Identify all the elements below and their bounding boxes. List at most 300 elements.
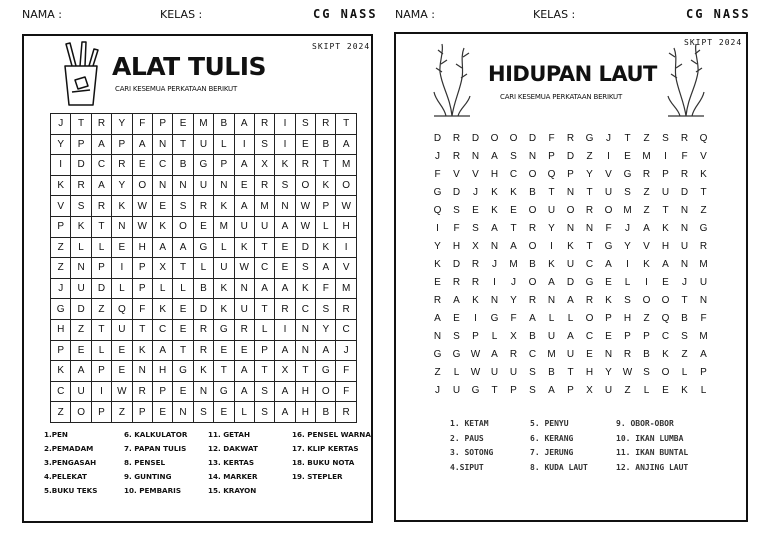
grid-cell: S [624, 187, 631, 198]
grid-cell: K [700, 169, 707, 180]
grid-cell: E [173, 319, 193, 340]
grid-cell: R [193, 340, 213, 361]
grid-cell: K [548, 259, 555, 270]
grid-cell: A [643, 223, 650, 234]
grid-cell: Z [51, 237, 71, 258]
grid-cell: E [71, 340, 91, 361]
grid-cell: J [435, 151, 440, 162]
grid-cell: R [112, 155, 132, 176]
word-list-item: 5.BUKU TEKS [44, 486, 98, 495]
grid-cell: P [91, 258, 111, 279]
word-list-item: 9. GUNTING [124, 472, 172, 481]
grid-cell: A [336, 134, 356, 155]
grid-cell: Q [547, 169, 556, 180]
grid-cell: C [528, 349, 537, 360]
word-list-item: 11. GETAH [208, 430, 250, 439]
grid-row [51, 299, 357, 320]
grid-cell: E [662, 385, 669, 396]
grid-cell: K [275, 155, 295, 176]
grid-cell: Z [51, 402, 71, 423]
grid-cell: A [700, 349, 707, 360]
grid-cell: O [642, 295, 651, 306]
grid-cell: J [51, 278, 71, 299]
grid-cell: F [336, 381, 356, 402]
grid-cell: K [214, 278, 234, 299]
word-list-item: 13. KERTAS [208, 458, 255, 467]
grid-cell: W [132, 196, 152, 217]
grid-cell: X [510, 331, 517, 342]
grid-cell: O [661, 367, 670, 378]
grid-cell: P [132, 258, 152, 279]
grid-row [51, 258, 357, 279]
grid-cell: U [490, 367, 499, 378]
word-list-item: 2. PAUS [450, 433, 484, 443]
grid-cell: F [434, 169, 441, 180]
grid-row [51, 319, 357, 340]
grid-cell: T [491, 385, 498, 396]
grid-cell: J [682, 277, 687, 288]
seaweed-icon [664, 42, 708, 118]
grid-cell: C [585, 259, 594, 270]
word-list-item: 17. KLIP KERTAS [292, 444, 359, 453]
grid-cell: I [336, 237, 356, 258]
grid-cell: Y [51, 134, 71, 155]
word-list-item: 6. KALKULATOR [124, 430, 188, 439]
grid-cell: S [173, 196, 193, 217]
grid-cell: L [91, 237, 111, 258]
word-list [44, 428, 372, 498]
grid-cell: P [112, 134, 132, 155]
grid-cell: P [51, 216, 71, 237]
grid-cell: K [51, 361, 71, 382]
grid-cell: R [452, 133, 461, 144]
year-label: SKIPT 2024 [684, 38, 743, 47]
grid-cell: K [434, 259, 441, 270]
grid-cell: B [529, 259, 536, 270]
grid-cell: R [566, 133, 575, 144]
grid-cell: A [567, 331, 574, 342]
grid-cell: T [662, 205, 669, 216]
grid-cell: L [254, 319, 274, 340]
grid-cell: I [664, 151, 667, 162]
word-list-item: 18. BUKU NOTA [292, 458, 355, 467]
name-label: NAMA : [22, 8, 62, 21]
grid-cell: W [295, 216, 315, 237]
grid-cell: T [681, 295, 688, 306]
grid-cell: R [295, 155, 315, 176]
grid-cell: N [433, 331, 442, 342]
grid-cell: Y [510, 295, 517, 306]
grid-cell: K [152, 216, 172, 237]
grid-cell: Y [624, 241, 631, 252]
grid-cell: F [548, 133, 555, 144]
grid-cell: K [643, 259, 650, 270]
grid-cell: N [680, 205, 689, 216]
grid-cell: K [193, 361, 213, 382]
grid-cell: N [295, 319, 315, 340]
word-list-item: 12. DAKWAT [208, 444, 258, 453]
grid-cell: U [214, 258, 234, 279]
grid-cell: Z [586, 151, 593, 162]
grid-cell: M [214, 216, 234, 237]
grid-cell: F [510, 313, 517, 324]
grid-cell: V [472, 169, 479, 180]
grid-cell: A [275, 340, 295, 361]
grid-cell: K [491, 187, 498, 198]
grid-cell: A [316, 340, 336, 361]
grid-cell: A [605, 259, 612, 270]
grid-cell: K [681, 385, 688, 396]
grid-cell: S [624, 295, 631, 306]
grid-cell: J [51, 114, 71, 135]
grid-cell: E [234, 175, 254, 196]
grid-cell: U [71, 381, 91, 402]
grid-cell: N [132, 361, 152, 382]
grid-cell: X [152, 258, 172, 279]
grid-cell: T [624, 133, 631, 144]
grid-cell: M [509, 259, 518, 270]
grid-cell: U [254, 216, 274, 237]
grid-cell: C [585, 331, 594, 342]
grid-cell: A [91, 175, 111, 196]
grid-cell: E [453, 313, 460, 324]
grid-cell: N [471, 151, 480, 162]
grid-cell: H [152, 361, 172, 382]
grid-cell: L [453, 367, 460, 378]
grid-cell: H [452, 241, 461, 252]
grid-cell: C [91, 155, 111, 176]
grid-cell: W [336, 196, 356, 217]
grid-cell: K [662, 349, 669, 360]
grid-cell: Q [433, 205, 442, 216]
grid-cell: P [51, 340, 71, 361]
grid-cell: X [586, 385, 593, 396]
grid-cell: P [214, 155, 234, 176]
word-list-item: 3. SOTONG [450, 448, 494, 457]
grid-cell: Y [605, 367, 612, 378]
grid-cell: E [173, 299, 193, 320]
grid-cell: E [295, 134, 315, 155]
grid-cell: K [510, 187, 517, 198]
grid-cell: O [509, 133, 518, 144]
grid-cell: T [71, 114, 91, 135]
grid-cell: P [605, 313, 612, 324]
grid-cell: S [681, 331, 688, 342]
grid-cell: E [234, 340, 254, 361]
grid-cell: E [214, 340, 234, 361]
grid-cell: E [193, 216, 213, 237]
grid-cell: R [528, 223, 537, 234]
seaweed-icon [430, 42, 474, 118]
grid-cell: P [662, 169, 669, 180]
grid-cell: G [471, 385, 480, 396]
grid-cell: V [605, 169, 612, 180]
grid-cell: Z [624, 385, 631, 396]
grid-cell: P [91, 402, 111, 423]
grid-cell: Q [661, 313, 670, 324]
grid-cell: N [528, 151, 537, 162]
grid-cell: T [548, 187, 555, 198]
grid-cell: O [566, 205, 575, 216]
grid-cell: L [234, 402, 254, 423]
grid-cell: W [470, 367, 481, 378]
grid-cell: Z [700, 205, 707, 216]
grid-cell: M [699, 331, 708, 342]
grid-cell: L [91, 340, 111, 361]
grid-cell: H [661, 241, 670, 252]
grid-cell: S [71, 196, 91, 217]
grid-cell: D [433, 133, 442, 144]
grid-cell: B [643, 349, 650, 360]
grid-cell: T [173, 258, 193, 279]
grid-cell: D [71, 155, 91, 176]
grid-cell: F [132, 114, 152, 135]
grid-cell: M [336, 155, 356, 176]
grid-cell: N [152, 134, 172, 155]
grid-cell: H [623, 313, 632, 324]
grid-cell: A [91, 134, 111, 155]
grid-cell: R [193, 196, 213, 217]
grid-cell: I [275, 319, 295, 340]
grid-cell: C [51, 381, 71, 402]
grid-cell: N [152, 175, 172, 196]
grid-cell: F [453, 223, 460, 234]
grid-cell: N [214, 175, 234, 196]
grid-cell: J [606, 133, 611, 144]
grid-cell: R [71, 175, 91, 196]
grid-cell: G [604, 241, 613, 252]
grid-cell: R [680, 133, 689, 144]
grid-cell: E [624, 151, 631, 162]
grid-cell: T [316, 155, 336, 176]
grid-cell: B [214, 114, 234, 135]
grid-cell: A [548, 277, 555, 288]
grid-cell: R [91, 114, 111, 135]
grid-cell: S [643, 367, 650, 378]
grid-cell: A [491, 223, 498, 234]
grid-cell: Z [91, 299, 111, 320]
grid-cell: P [132, 278, 152, 299]
grid-cell: J [625, 223, 630, 234]
grid-cell: U [566, 259, 575, 270]
grid-cell: C [336, 319, 356, 340]
class-label: KELAS : [533, 8, 576, 21]
grid-cell: L [491, 331, 498, 342]
word-search-grid [428, 130, 713, 400]
grid-cell: N [173, 402, 193, 423]
grid-cell: T [586, 241, 593, 252]
grid-cell: B [529, 331, 536, 342]
word-list-item: 15. KRAYON [208, 486, 257, 495]
grid-cell: Y [586, 169, 593, 180]
grid-cell: J [492, 259, 497, 270]
grid-cell: A [491, 151, 498, 162]
grid-cell: R [336, 299, 356, 320]
grid-cell: L [152, 278, 172, 299]
grid-cell: C [254, 258, 274, 279]
grid-cell: K [316, 175, 336, 196]
grid-cell: S [295, 114, 315, 135]
grid-cell: Z [643, 133, 650, 144]
grid-cell: W [622, 367, 633, 378]
grid-cell: N [604, 349, 613, 360]
grid-cell: K [662, 223, 669, 234]
grid-cell: R [471, 259, 480, 270]
grid-cell: P [316, 196, 336, 217]
grid-cell: A [152, 340, 172, 361]
grid-cell: N [699, 295, 708, 306]
grid-cell: S [316, 299, 336, 320]
grid-cell: E [173, 381, 193, 402]
grid-cell: F [316, 278, 336, 299]
grid-cell: L [71, 237, 91, 258]
grid-cell: S [193, 402, 213, 423]
grid-cell: U [604, 385, 613, 396]
grid-cell: L [316, 216, 336, 237]
grid-cell: A [275, 402, 295, 423]
word-list-item: 8. KUDA LAUT [530, 462, 588, 472]
grid-cell: E [152, 402, 172, 423]
grid-cell: A [434, 313, 441, 324]
grid-cell: S [510, 151, 517, 162]
year-label: SKIPT 2024 [312, 42, 371, 51]
grid-cell: G [585, 277, 594, 288]
grid-cell: Y [112, 114, 132, 135]
grid-cell: A [491, 349, 498, 360]
grid-cell: S [453, 331, 460, 342]
grid-cell: J [336, 340, 356, 361]
grid-cell: T [567, 367, 574, 378]
grid-cell: L [214, 134, 234, 155]
grid-cell: R [254, 175, 274, 196]
grid-cell: L [567, 313, 574, 324]
grid-cell: H [585, 367, 594, 378]
grid-row [51, 155, 357, 176]
grid-cell: M [623, 205, 632, 216]
grid-cell: S [254, 134, 274, 155]
grid-cell: G [193, 237, 213, 258]
grid-cell: I [51, 155, 71, 176]
grid-cell: Y [434, 241, 441, 252]
grid-cell: A [275, 381, 295, 402]
word-list-item: 3.PENGASAH [44, 458, 97, 467]
word-list-item: 1. KETAM [450, 419, 489, 428]
grid-cell: H [132, 237, 152, 258]
grid-cell: B [548, 367, 555, 378]
grid-cell: L [112, 278, 132, 299]
grid-cell: Z [112, 402, 132, 423]
grid-row [51, 114, 357, 135]
grid-cell: S [662, 133, 669, 144]
grid-cell: P [624, 331, 631, 342]
grid-cell: U [193, 134, 213, 155]
grid-cell: N [547, 295, 556, 306]
grid-cell: Z [643, 313, 650, 324]
word-list-item: 4.PELEKAT [44, 472, 87, 481]
grid-cell: A [529, 313, 536, 324]
grid-cell: L [681, 367, 688, 378]
grid-cell: L [700, 385, 707, 396]
grid-cell: K [491, 205, 498, 216]
grid-cell: O [336, 175, 356, 196]
grid-cell: F [336, 361, 356, 382]
grid-cell: T [214, 361, 234, 382]
grid-cell: A [548, 385, 555, 396]
grid-cell: P [548, 151, 555, 162]
grid-cell: G [452, 349, 461, 360]
grid-cell: R [254, 114, 274, 135]
grid-cell: W [132, 216, 152, 237]
grid-cell: T [254, 299, 274, 320]
instruction-text: CARI KESEMUA PERKATAAN BERIKUT [500, 93, 623, 101]
grid-cell: T [586, 187, 593, 198]
grid-cell: G [173, 361, 193, 382]
grid-cell: F [132, 299, 152, 320]
grid-row [51, 381, 357, 402]
grid-cell: G [490, 313, 499, 324]
grid-cell: T [91, 319, 111, 340]
word-list-item: 7. JERUNG [530, 448, 574, 457]
word-list-item: 5. PENYU [530, 419, 569, 428]
grid-cell: D [471, 133, 480, 144]
grid-cell: V [51, 196, 71, 217]
grid-cell: O [490, 133, 499, 144]
grid-cell: M [547, 349, 556, 360]
grid-cell: M [254, 196, 274, 217]
grid-cell: O [661, 295, 670, 306]
grid-cell: S [254, 402, 274, 423]
grid-cell: M [193, 114, 213, 135]
grid-cell: A [71, 361, 91, 382]
grid-cell: X [472, 241, 479, 252]
grid-cell: J [435, 385, 440, 396]
word-search-grid [50, 113, 357, 423]
grid-cell: R [316, 114, 336, 135]
grid-cell: R [336, 402, 356, 423]
word-list-item: 9. OBOR-OBOR [616, 419, 674, 428]
grid-cell: M [336, 278, 356, 299]
grid-cell: X [254, 155, 274, 176]
grid-cell: N [112, 216, 132, 237]
grid-cell: B [316, 402, 336, 423]
grid-cell: U [604, 187, 613, 198]
grid-cell: I [626, 259, 629, 270]
grid-cell: J [511, 277, 516, 288]
grid-cell: E [472, 205, 479, 216]
word-list-item: 6. KERANG [530, 433, 574, 443]
word-list-item: 12. ANJING LAUT [616, 462, 689, 472]
grid-cell: A [132, 134, 152, 155]
grid-cell: N [680, 223, 689, 234]
grid-cell: P [254, 340, 274, 361]
word-list-item: 11. IKAN BUNTAL [616, 448, 689, 457]
grid-cell: N [71, 258, 91, 279]
grid-cell: S [254, 381, 274, 402]
grid-cell: A [275, 216, 295, 237]
grid-cell: G [51, 299, 71, 320]
grid-cell: O [316, 381, 336, 402]
word-list-item: 19. STEPLER [292, 472, 343, 481]
grid-cell: K [214, 299, 234, 320]
grid-cell: P [700, 367, 707, 378]
grid-cell: E [275, 237, 295, 258]
grid-cell: R [509, 349, 518, 360]
grid-row [51, 278, 357, 299]
grid-cell: N [680, 259, 689, 270]
grid-cell: N [490, 295, 499, 306]
grid-cell: D [91, 278, 111, 299]
grid-cell: V [643, 241, 650, 252]
